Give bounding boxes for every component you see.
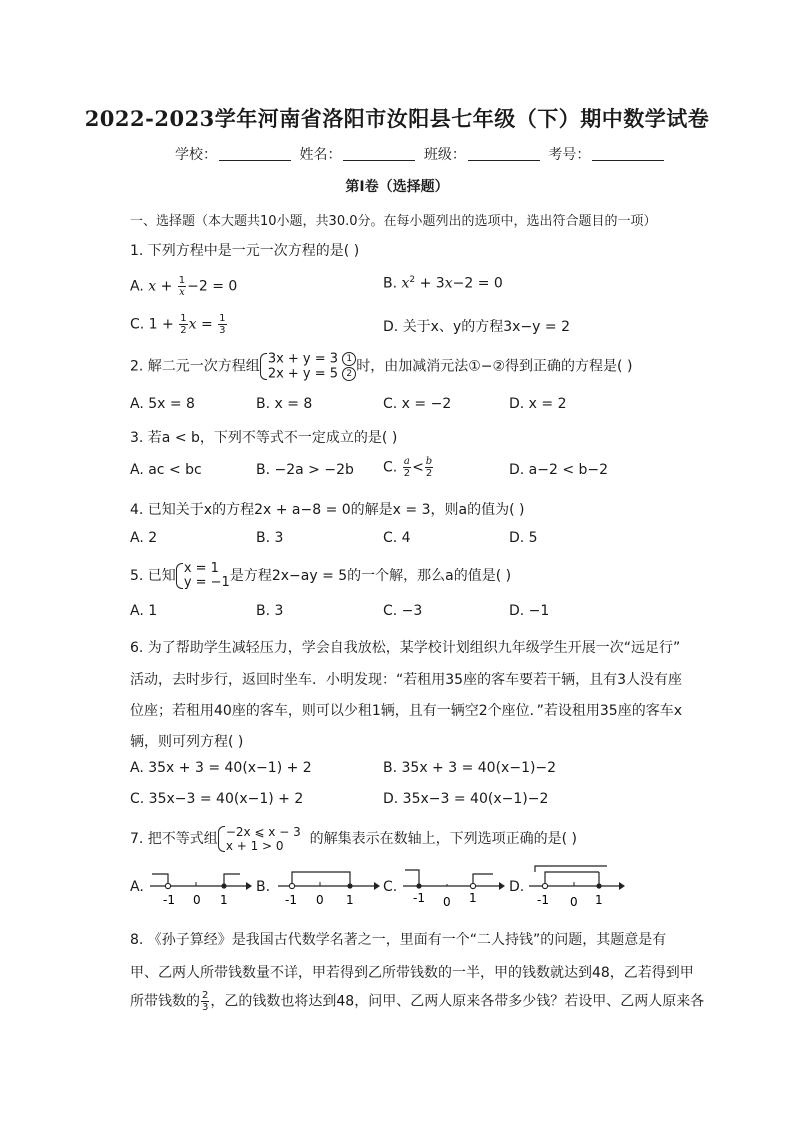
question-6-option-a: A. 35x + 3 = 40(x−1) + 2 [130, 760, 312, 776]
stem-text: 是方程2x−ay = 5的一个解，那么a的值是( ) [229, 568, 512, 584]
question-5-option-d: D. −1 [509, 603, 550, 619]
class-blank[interactable] [468, 146, 540, 161]
tick-label: 0 [193, 893, 201, 907]
fraction-denominator: 3 [202, 1002, 209, 1013]
name-blank[interactable] [343, 146, 415, 161]
question-8-line-3 [130, 990, 704, 1013]
equation-1: 3x + y = 3 [267, 351, 339, 367]
question-7-option-d-label: D. [509, 879, 525, 895]
tick-label: 0 [570, 895, 578, 909]
class-label: 班级： [423, 147, 466, 163]
question-8-line-1: 8. 《孙子算经》是我国古代数学名著之一，里面有一个“二人持钱”的问题，其题意是有 [130, 932, 667, 948]
section-heading: 一、选择题（本大题共10小题，共30.0分。在每小题列出的选项中，选出符合题目的一项） [130, 214, 657, 229]
tick-label: 1 [595, 893, 603, 907]
question-3-option-b: B. −2a > −2b [256, 462, 354, 478]
question-7-stem [130, 825, 577, 853]
option-letter: D. [383, 319, 399, 335]
stem-text: 时，由加减消元法①−②得到正确的方程是( ) [356, 358, 633, 375]
question-2-stem [130, 352, 632, 381]
option-letter: C. [130, 316, 145, 333]
option-letter: A. [130, 278, 144, 295]
question-7-option-a-label: A. [130, 879, 144, 895]
question-6-option-b: B. 35x + 3 = 40(x−1)−2 [383, 760, 557, 776]
stem-text: 所带钱数的 [130, 993, 200, 1010]
equation-system: 3x + y = 3 1 2x + y = 5 2 [260, 352, 356, 381]
stem-text: 7. 把不等式组 [130, 831, 218, 847]
question-3-stem: 3. 若a < b，下列不等式不一定成立的是( ) [130, 430, 398, 446]
inequality-1: −2x ⩽ x − 3 [225, 825, 301, 839]
question-7-option-c-label: C. [383, 879, 398, 895]
option-letter: B. [383, 275, 398, 292]
equation-2: 2x + y = 5 [267, 366, 339, 381]
question-2-option-c: C. x = −2 [383, 396, 452, 412]
tick-label: 1 [346, 893, 354, 907]
question-6-line-4: 辆，则可列方程( ) [130, 734, 244, 750]
number-line-a [148, 862, 254, 910]
tick-label: 1 [469, 891, 477, 905]
option-text: 关于x、y的方程3x−y = 2 [402, 319, 571, 335]
school-label: 学校： [175, 147, 217, 163]
question-6-line-2: 活动，去时步行，返回时坐车．小明发现：“若租用35座的客车要若干辆，且有3人没有座 [130, 672, 682, 688]
tick-label: 0 [443, 895, 451, 909]
question-4-option-d: D. 5 [509, 530, 538, 546]
name-label: 姓名： [299, 147, 342, 163]
stem-text: 2. 解二元一次方程组 [130, 358, 260, 375]
tick-label: -1 [537, 893, 549, 907]
fraction-numerator: 2 [202, 990, 209, 1001]
question-2-option-a: A. 5x = 8 [130, 396, 195, 412]
question-4-option-c: C. 4 [383, 530, 411, 546]
question-6-line-3: 位座；若租用40座的客车，则可以少租1辆，且有一辆空2个座位．”若设租用35座的客车x [130, 703, 682, 719]
fraction [201, 990, 209, 1013]
question-1-stem: 1. 下列方程中是一元一次方程的是( ) [130, 243, 360, 259]
stem-text: ，乙的钱数也将达到48，问甲、乙两人原来各带多少钱？若设甲、乙两人原来各 [210, 993, 705, 1010]
question-2-option-d: D. x = 2 [509, 396, 567, 412]
number-line-b [276, 862, 382, 910]
number-line-d [527, 858, 627, 910]
tick-label: -1 [163, 893, 175, 907]
question-2-option-b: B. x = 8 [256, 396, 313, 412]
question-5-option-a: A. 1 [130, 603, 158, 619]
stem-text: 的解集表示在数轴上，下列选项正确的是( ) [309, 831, 577, 847]
inequality-2: x + 1 > 0 [225, 839, 284, 853]
inequality-system [218, 825, 301, 853]
tick-label: 0 [316, 893, 324, 907]
question-6-option-d: D. 35x−3 = 40(x−1)−2 [383, 791, 549, 807]
equation-1: x = 1 [183, 561, 219, 576]
question-6-option-c: C. 35x−3 = 40(x−1) + 2 [130, 791, 304, 807]
tick-label: -1 [413, 891, 425, 905]
question-3-option-c: C. $\frac{a}{2}$ < $\frac{b}{2}$ [383, 456, 433, 479]
stem-text: 5. 已知 [130, 568, 176, 584]
question-4-stem: 4. 已知关于x的方程2x + a−8 = 0的解是x = 3，则a的值为( ) [130, 502, 525, 518]
question-1-option-d [383, 316, 570, 336]
volume-heading: 第Ⅰ卷（选择题） [345, 179, 449, 195]
question-5-option-b: B. 3 [256, 603, 284, 619]
question-3-option-d: D. a−2 < b−2 [509, 462, 609, 478]
question-1-option-a: A. x + $\frac{1}{x}$ −2 = 0 [130, 275, 238, 298]
option-letter: C. [383, 459, 398, 476]
tick-label: 1 [220, 893, 228, 907]
question-7-option-b-label: B. [256, 879, 271, 895]
question-5-stem [130, 562, 511, 590]
question-6-line-1: 6. 为了帮助学生减轻压力，学会自我放松，某学校计划组织九年级学生开展一次“远足行” [130, 640, 681, 656]
exam-no-label: 考号： [548, 147, 591, 163]
student-info-row [175, 144, 668, 164]
equation-2: y = −1 [183, 575, 230, 590]
tick-label: -1 [285, 893, 297, 907]
exam-no-blank[interactable] [592, 146, 664, 161]
equation-system [176, 562, 230, 590]
page-title: 2022-2023学年河南省洛阳市汝阳县七年级（下）期中数学试卷 [84, 106, 710, 131]
question-5-option-c: C. −3 [383, 603, 423, 619]
question-4-option-a: A. 2 [130, 530, 158, 546]
question-1-option-b: B. $x^2 + 3x-2 = 0$ [383, 275, 503, 292]
number-line-c [401, 862, 507, 910]
question-1-option-c: C. 1 + $\frac{1}{2}$ x = $\frac{1}{3}$ [130, 313, 226, 336]
question-4-option-b: B. 3 [256, 530, 284, 546]
question-8-line-2: 甲、乙两人所带钱数量不详，甲若得到乙所带钱数的一半，甲的钱数就达到48，乙若得到甲 [130, 965, 694, 981]
question-3-option-a: A. ac < bc [130, 462, 202, 478]
school-blank[interactable] [219, 146, 291, 161]
